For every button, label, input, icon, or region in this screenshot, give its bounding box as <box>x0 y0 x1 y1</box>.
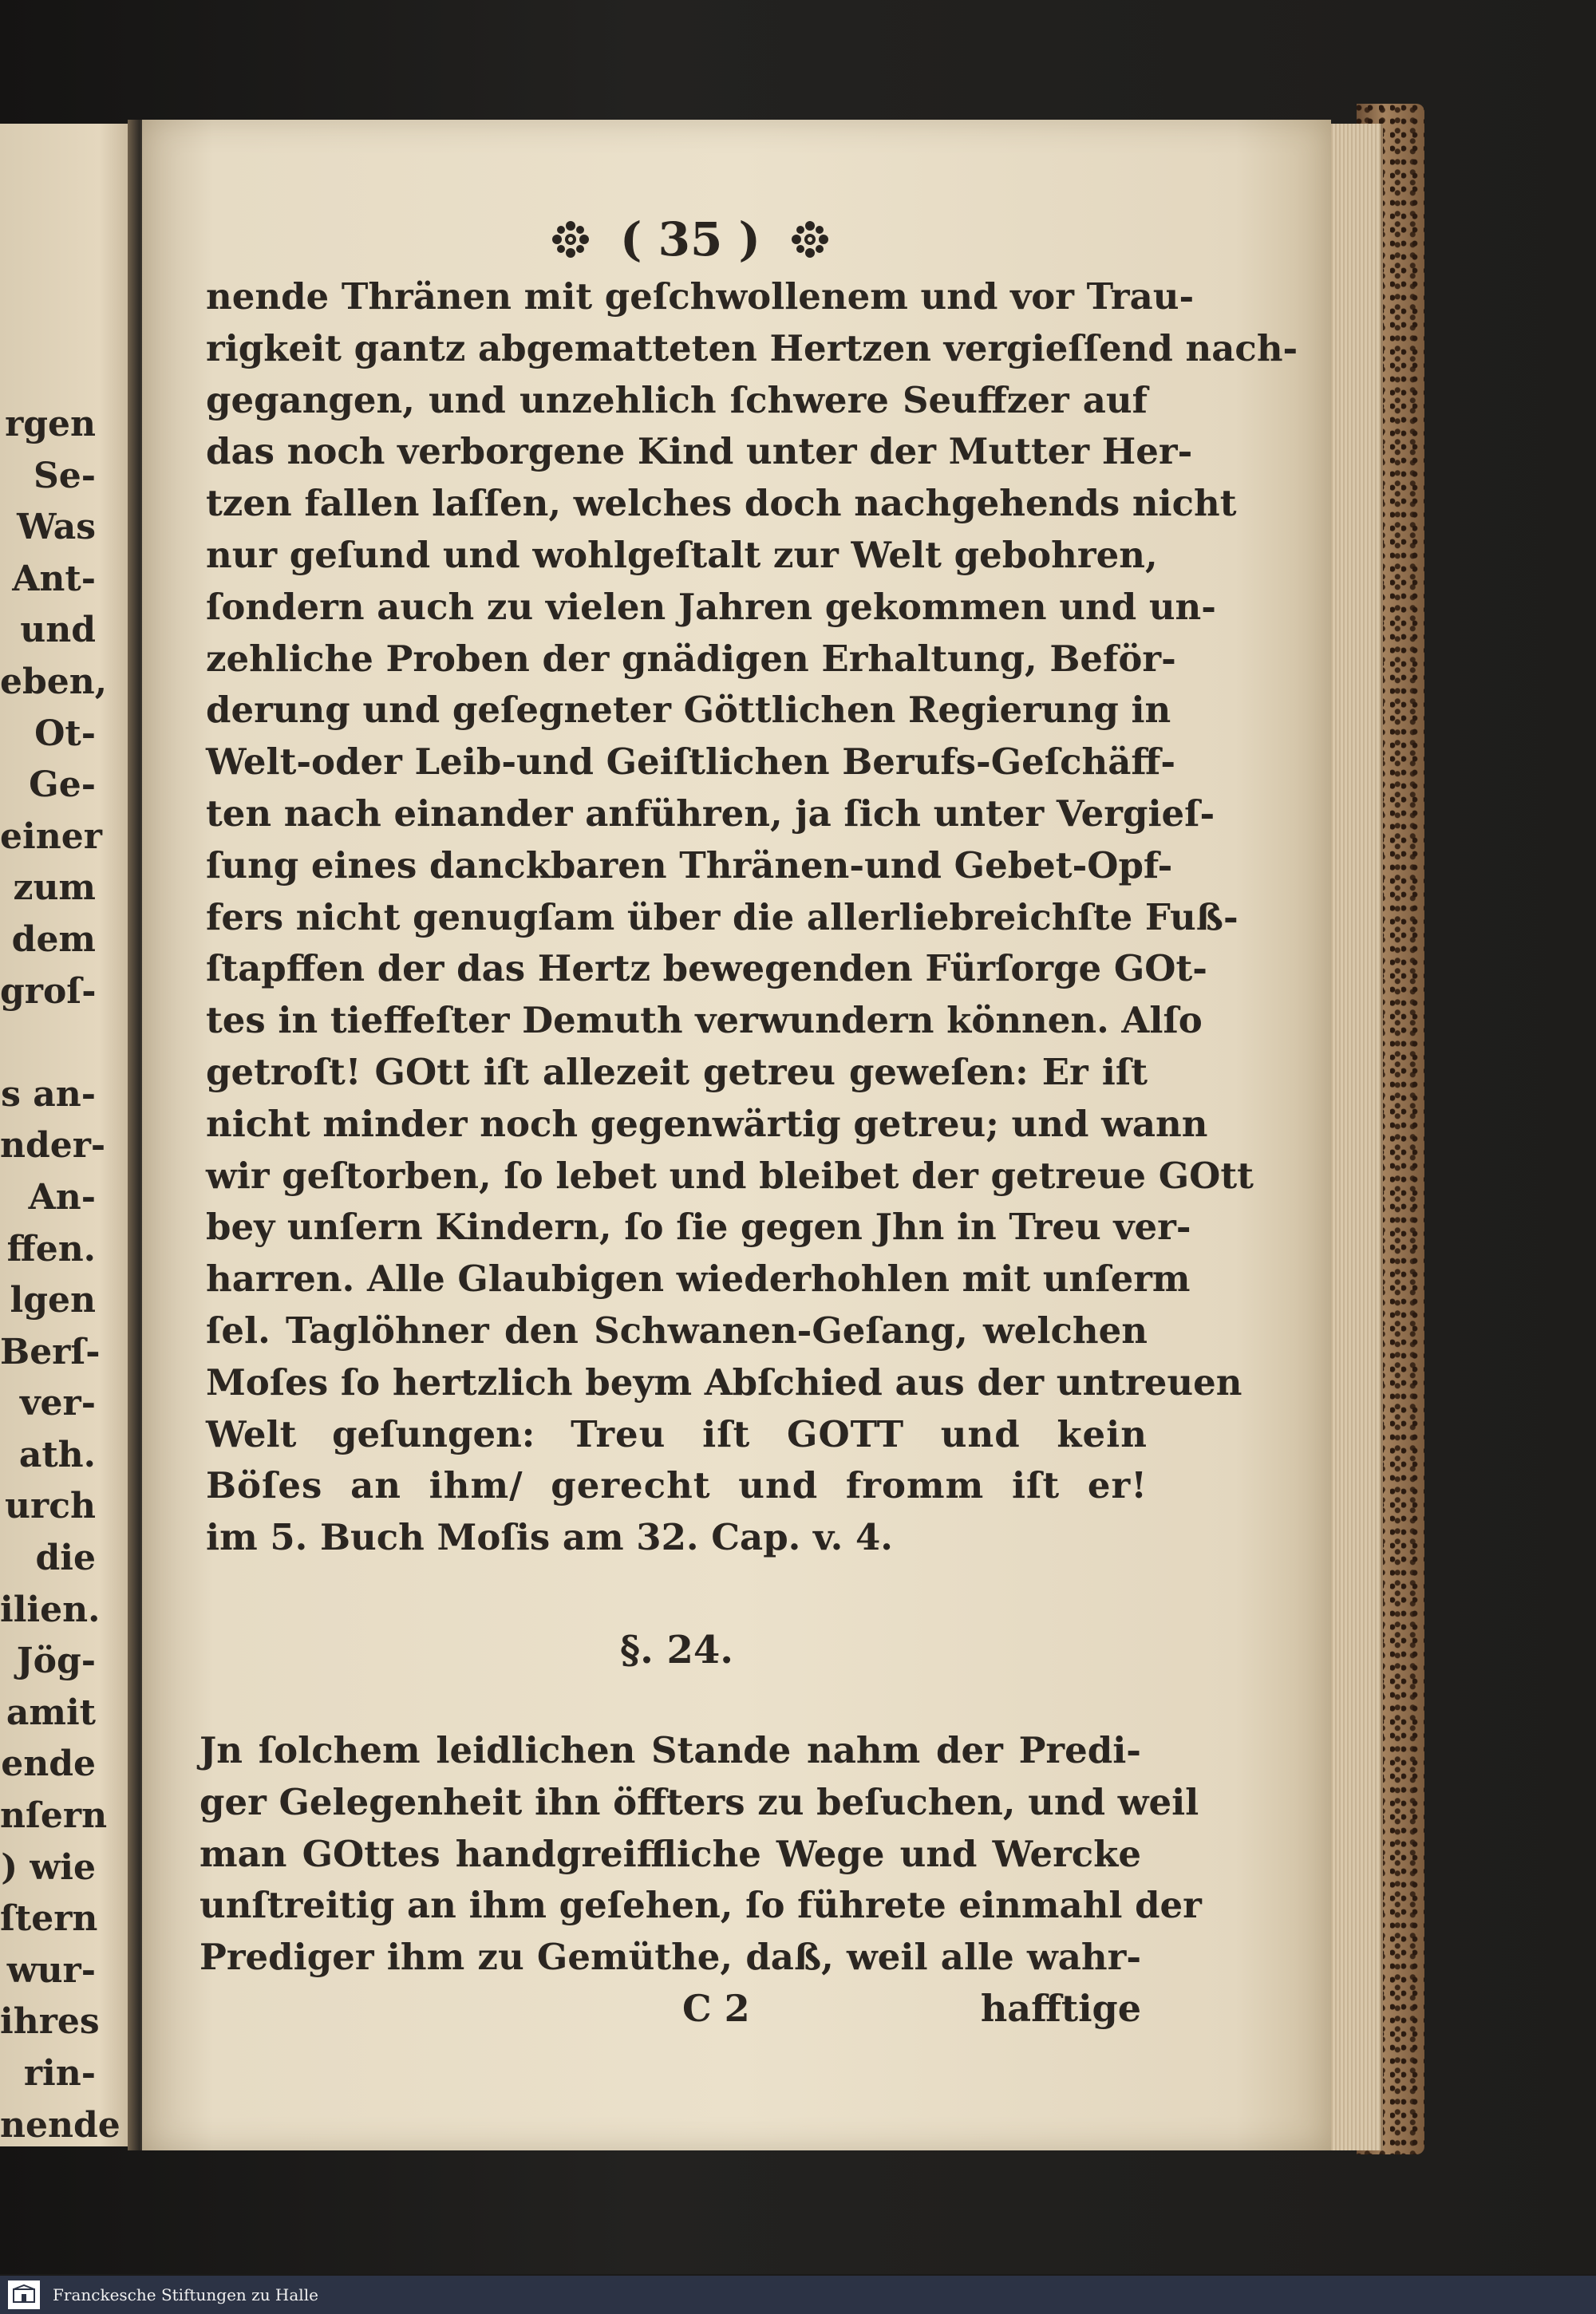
left-page-line: die <box>35 1538 96 1579</box>
text-line: zehliche Proben der gnädigen Erhaltung, Beför- <box>206 637 1176 680</box>
second-paragraph <box>200 1724 1202 1982</box>
text-line: rigkeit gantz abgematteten Hertzen vergieſſend nach- <box>206 326 1298 369</box>
left-page-line: s an- <box>1 1073 96 1115</box>
left-page-line: ilien. <box>0 1589 101 1630</box>
text-line: wir geſtorben, ſo lebet und bleibet der getreue GOtt <box>206 1154 1254 1197</box>
text-line: ger Gelegenheit ihn öffters zu beſuchen, und weil <box>200 1780 1199 1823</box>
footer-bar <box>0 2276 1596 2314</box>
left-page-text <box>0 399 120 2151</box>
left-page-line: nder- <box>0 1125 106 1167</box>
text-line: derung und geſegneter Göttlichen Regierung in <box>206 689 1171 732</box>
left-page-line: dem <box>11 918 96 960</box>
left-page-line: ) wie <box>1 1846 96 1888</box>
text-line: nicht minder noch gegenwärtig getreu; und wann <box>206 1102 1208 1145</box>
text-line: ten nach einander anführen, ja ſich unter Vergieſ- <box>206 792 1215 835</box>
left-page-line: ihres <box>0 2001 100 2043</box>
page-foot <box>200 1987 1141 2043</box>
text-line: nur geſund und wohlgeſtalt zur Welt gebohren, <box>206 533 1158 576</box>
page-number: ( 35 ) <box>620 212 760 267</box>
text-line: Welt geſungen: Treu iſt GOTT und kein <box>206 1412 1148 1455</box>
left-page-line: Ant- <box>12 558 96 599</box>
text-line: tes in tieffeſter Demuth verwundern können. Alſo <box>206 999 1203 1042</box>
text-line: unſtreitig an ihm geſehen, ſo führete einmahl der <box>200 1884 1202 1927</box>
catchword: hafftige <box>980 1987 1141 2030</box>
emphasized-quote: Treu iſt GOTT und kein <box>571 1412 1148 1455</box>
main-paragraph <box>206 271 1298 1564</box>
institution-logo-icon <box>8 2280 40 2309</box>
text-line: gegangen, und unzehlich ſchwere Seuffzer auf <box>206 378 1148 421</box>
left-page-line: ath. <box>18 1434 96 1475</box>
text-line: Prediger ihm zu Gemüthe, daß, weil alle wahr- <box>200 1936 1141 1979</box>
emphasized-quote: Böſes an ihm/ gerecht und fromm iſt er! <box>206 1464 1148 1507</box>
section-heading: §. 24. <box>619 1628 734 1672</box>
page-header <box>511 211 870 267</box>
text-line: nende Thränen mit geſchwollenem und vor Trau- <box>206 275 1195 318</box>
institution-name: Franckesche Stiftungen zu Halle <box>53 2285 318 2304</box>
left-page-line: groſ- <box>0 970 97 1012</box>
left-page-line: Berſ- <box>0 1331 101 1372</box>
text-line: ſel. Taglöhner den Schwanen-Geſang, welchen <box>206 1309 1148 1352</box>
left-page-line: lgen <box>10 1280 96 1321</box>
left-page-line <box>0 1017 96 1069</box>
text-line: fers nicht genugſam über die allerliebreichſte Fuß- <box>206 895 1238 938</box>
left-page-line: nſern <box>0 1795 108 1837</box>
left-page-line: rin- <box>23 2053 96 2094</box>
left-page-line: einer <box>0 815 102 857</box>
left-page-line: rgen <box>5 404 96 444</box>
text-line: das noch verborgene Kind unter der Mutter Her- <box>206 430 1193 473</box>
left-page-line: Was <box>17 507 96 548</box>
left-page-line: urch <box>5 1486 96 1527</box>
flower-ornament-icon <box>548 217 593 262</box>
left-page-line: und <box>20 610 96 651</box>
left-page-line: ſtern <box>0 1898 98 1940</box>
left-page-line: eben, <box>0 661 108 702</box>
left-page-line: Se- <box>33 455 96 496</box>
text-line: Moſes ſo hertzlich beym Abſchied aus der untreuen <box>206 1360 1242 1404</box>
left-page-line: zum <box>13 867 96 909</box>
text-line: man GOttes handgreiffliche Wege und Wercke <box>200 1832 1141 1875</box>
text-line: ſung eines danckbaren Thränen-und Gebet-Opf- <box>206 843 1173 887</box>
text-line: ſondern auch zu vielen Jahren gekommen und un- <box>206 585 1216 628</box>
left-page-line: Jög- <box>16 1641 96 1682</box>
left-page-line: wur- <box>6 1949 96 1991</box>
flower-ornament-icon <box>788 217 832 262</box>
left-page <box>0 124 142 2146</box>
left-page-line: Ge- <box>29 764 96 806</box>
text-line: harren. Alle Glaubigen wiederhohlen mit unſerm <box>206 1258 1191 1301</box>
left-page-line: ende <box>1 1743 96 1785</box>
text-line: Jn ſolchem leidlichen Stande nahm der Predi- <box>200 1729 1141 1771</box>
scripture-reference: im 5. Buch Moſis am 32. Cap. v. 4. <box>206 1516 893 1559</box>
left-page-line: An- <box>28 1176 96 1218</box>
text-line <box>206 1460 1148 1512</box>
left-page-line: amit <box>6 1692 96 1733</box>
text-line: tzen fallen laſſen, welches doch nachgehends nicht <box>206 482 1237 525</box>
left-page-line: ffen. <box>6 1228 96 1270</box>
text-line: Welt-oder Leib-und Geiſtlichen Berufs-Geſchäff- <box>206 740 1175 784</box>
text-line: ſtapffen der das Hertz bewegenden Fürſorge GOt- <box>206 947 1207 990</box>
text-line: getroſt! GOtt iſt allezeit getreu geweſen: Er iſt <box>206 1050 1148 1093</box>
left-page-line: nende <box>0 2104 120 2146</box>
text-line: bey unſern Kindern, ſo ſie gegen Jhn in Treu ver- <box>206 1206 1191 1249</box>
left-page-line: ver- <box>19 1383 96 1424</box>
left-page-line: Ot- <box>34 713 96 754</box>
signature-mark: C 2 <box>682 1987 750 2030</box>
